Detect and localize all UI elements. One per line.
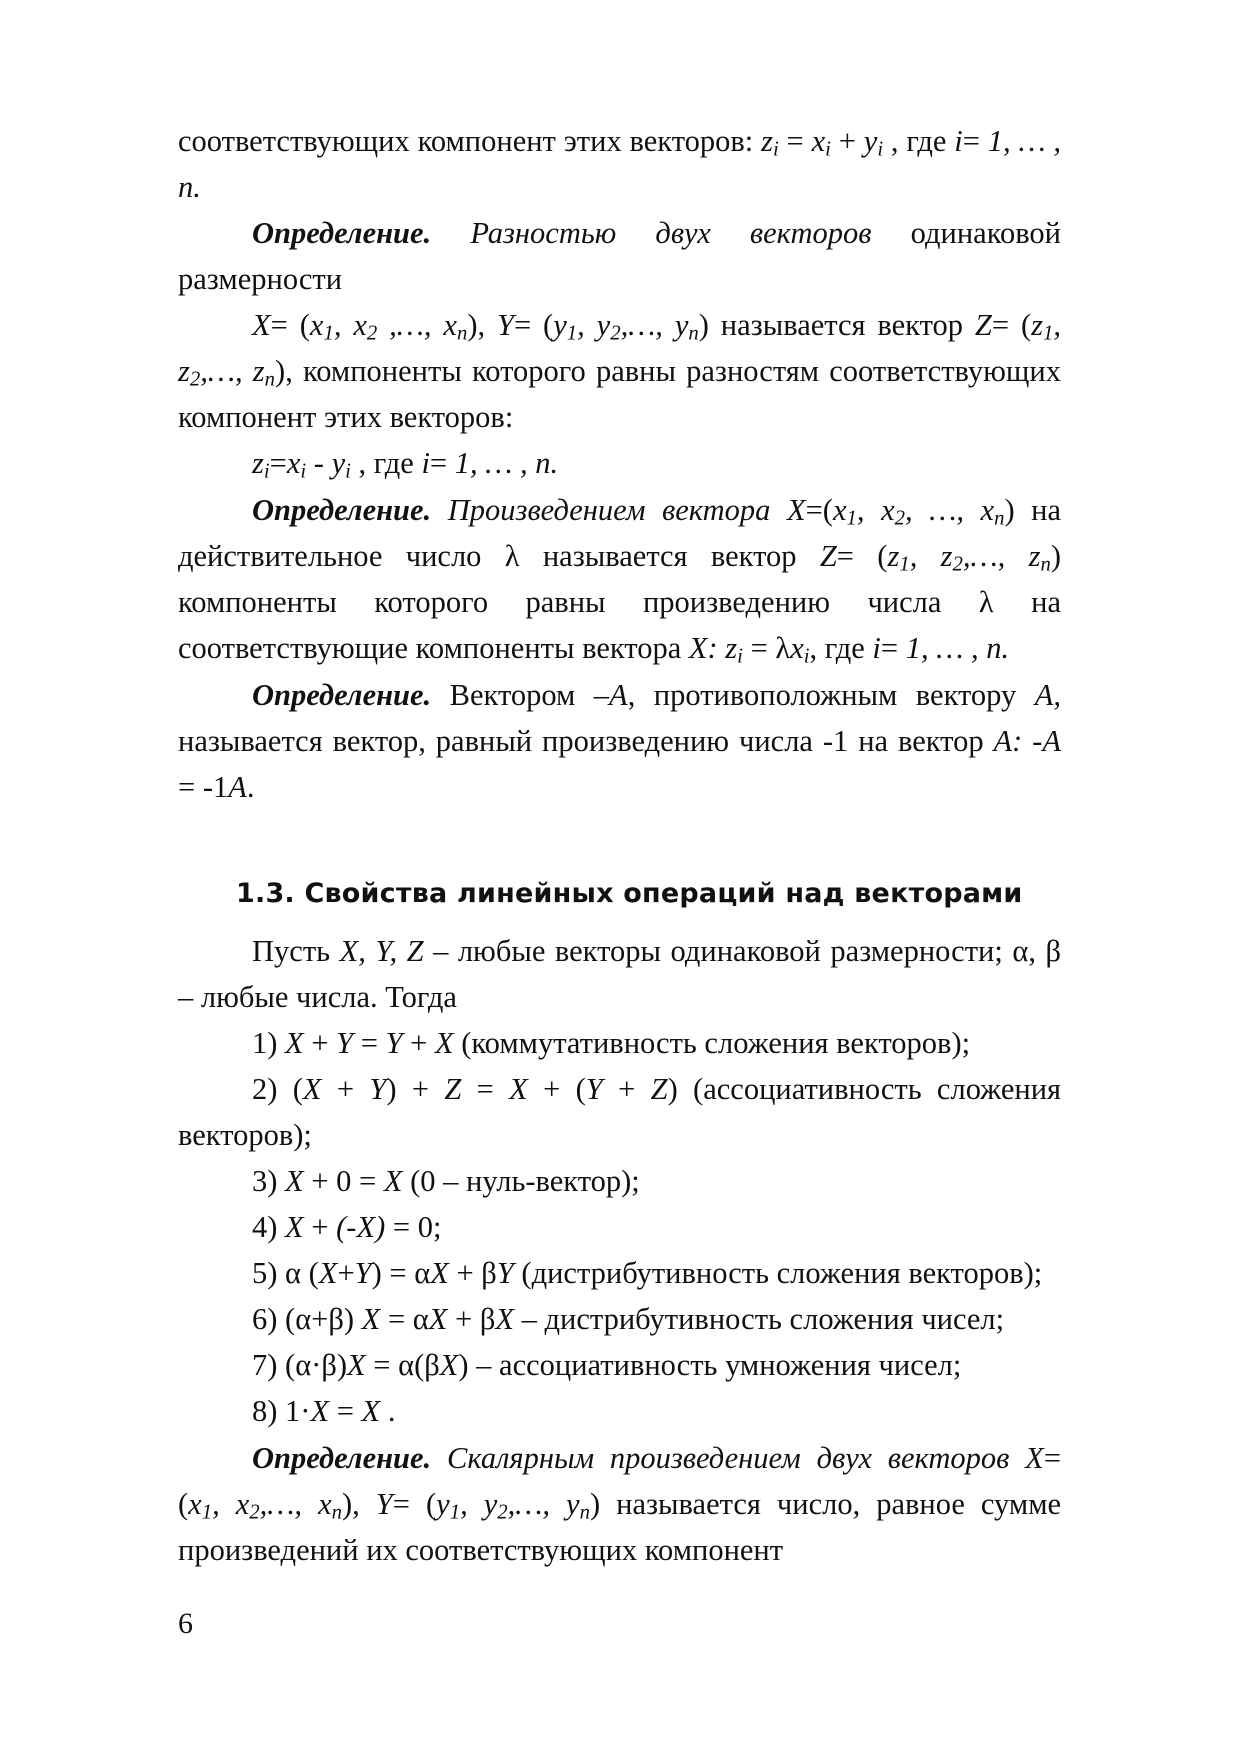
text-run: i [421,446,430,480]
text-run: ) называется число, равное сумме произведений их соответствующих компонент [178,1487,1062,1567]
text-run: X [495,1302,515,1336]
text-run: i [300,460,307,483]
subscript [497,1502,507,1524]
text-run: = α(β [365,1348,440,1382]
text-run: z [1028,539,1041,573]
text-run: + [321,1072,370,1106]
definition-label: Определение. [252,1441,432,1475]
text-run: Скалярным произведением двух векторов X [447,1441,1044,1475]
text-run: 2 [249,1501,260,1524]
text-run: ) = α [371,1256,431,1290]
text-run: Y [369,1072,387,1106]
text-run: i [737,645,743,668]
text-run: i [772,138,779,161]
text-run: A [609,678,628,712]
text-run: x [980,493,995,527]
text-run: Y [385,1026,403,1060]
text-run: i [803,645,810,668]
text-run: Z [650,1072,668,1106]
text-run: z [178,354,190,388]
text-run: . [380,1394,396,1428]
text-run: 2 [610,322,621,345]
text-run: = [461,1072,510,1106]
text-run: y [331,446,346,480]
text-run: Y [496,1256,514,1290]
text-run: + β [448,1256,497,1290]
text-run: Y [336,1026,354,1060]
subscript [265,369,275,391]
text-run: 1 [201,1501,213,1524]
text-run: Разностью двух векторов [470,216,872,250]
body-text-upper [178,118,1061,810]
text-run: X [428,1302,448,1336]
text-run: x [832,493,847,527]
text-run: n [456,322,468,345]
text-run: , [856,493,882,527]
text-run: y [863,124,878,158]
text-run: , …, [905,493,981,527]
text-run: Пусть [252,934,340,968]
text-run: Z [819,539,837,573]
text-run: y [436,1487,450,1521]
text-run: i [877,138,884,161]
text-run: x [790,631,804,665]
text-run: 1 [899,553,910,576]
paragraph-q2 [178,1020,1061,1066]
text-run: 1, … , n. [178,124,1062,204]
text-run: ,…, [962,539,1029,573]
text-run: Y [585,1072,603,1106]
text-run: - [306,446,332,480]
text-run: Y [354,1256,372,1290]
paragraph-q4 [178,1158,1061,1204]
paragraph-q3 [178,1066,1061,1158]
text-run: + β [447,1302,496,1336]
text-run: n [579,1501,590,1524]
subscript [202,1502,212,1524]
text-run: x [309,308,324,342]
text-run: , [1053,308,1062,342]
text-run: Произведением вектора X [447,493,806,527]
text-run: x [443,308,457,342]
subscript [610,323,620,345]
text-run: + 0 = [303,1164,384,1198]
text-run: n [688,322,699,345]
text-run: = ( [270,308,310,342]
subscript [450,1502,460,1524]
text-run: X [361,1302,381,1336]
text-run: X, Y, Z [339,934,424,968]
subscript [1040,554,1050,576]
subscript [847,508,857,530]
text-run: = [778,124,812,158]
paragraph-q1 [178,928,1061,1020]
text-run: 1 [566,322,578,345]
text-run: = -1 [178,770,229,804]
text-run: + [337,1256,355,1290]
text-run: z [887,539,900,573]
text-run: n [331,1501,342,1524]
text-run: ) на действительное число λ называется вектор [178,493,1062,573]
text-run: = [329,1394,362,1428]
text-run: x [353,308,367,342]
paragraph-q6 [178,1250,1061,1296]
text-run: ,…, [377,308,444,342]
text-run: (0 – нуль-вектор); [402,1164,640,1198]
text-run: + [602,1072,651,1106]
definition-label: Определение. [252,216,432,250]
text-run: X [285,1026,304,1060]
text-run: X [434,1026,454,1060]
text-run: ,…, [507,1487,567,1521]
subscript [567,323,577,345]
text-run: , [212,1487,236,1521]
text-run: + [303,1026,337,1060]
text-run: z [761,124,773,158]
text-run: = [269,446,287,480]
definition-label: Определение. [252,678,432,712]
paragraph-p1 [178,118,1061,210]
text-run: X [361,1394,381,1428]
subscript [688,323,698,345]
text-run: , где [883,124,955,158]
text-run: 1 [323,322,334,345]
text-run: ) + [386,1072,445,1106]
text-run: называется вектор, равный произведению числа -1 на вектор [178,724,994,758]
text-run: Y [496,308,514,342]
text-run: x [286,446,301,480]
text-run: n [1040,553,1051,576]
text-run: y [596,308,611,342]
paragraph-p3 [178,302,1061,440]
text-run: x [235,1487,250,1521]
text-run: i [872,631,881,665]
subscript [899,554,909,576]
text-run: , [460,1487,484,1521]
text-run: 8) 1· [252,1394,311,1428]
subscript [190,369,200,391]
text-run: X [509,1072,528,1106]
text-run: ,…, [620,308,675,342]
text-run: 2 [894,507,906,530]
paragraph-p4 [178,440,1061,486]
text-run [431,216,470,250]
text-run: x [811,124,826,158]
definition-label: Определение. [252,493,432,527]
text-run: 2 [497,1501,508,1524]
text-run: X: z [688,631,738,665]
text-run: A, [1034,678,1061,712]
text-run: одинаковой размерности [178,216,1061,296]
subscript [367,323,377,345]
text-run: = α [380,1302,429,1336]
text-run: ,…, [200,354,253,388]
text-run: X [252,308,271,342]
text-run: + ( [527,1072,586,1106]
subscript [895,508,905,530]
text-run: x [318,1487,332,1521]
text-run: y [566,1487,580,1521]
text-run: – любые векторы одинаковой размерности; α, β – любые числа. Тогда [178,934,1061,1014]
text-run: 2) ( [252,1072,303,1106]
section-heading: 1.3. Свойства линейных операций над векторами [236,878,1023,909]
text-run: = [880,631,906,665]
text-run: , [333,308,354,342]
text-run: 2 [952,553,963,576]
subscript [994,508,1004,530]
text-run: X [285,1164,304,1198]
text-run: = [962,124,988,158]
text-run: , [909,539,941,573]
text-run: X [430,1256,449,1290]
text-run: n [264,368,276,391]
text-run: 1) [252,1026,286,1060]
subscript [249,1502,259,1524]
text-run: Y [375,1487,393,1521]
text-run: z [940,539,953,573]
text-run: X [439,1348,459,1382]
text-run: , противоположным вектору [627,678,1035,712]
text-run: 6) (α+β) [252,1302,362,1336]
text-run: (-X) [336,1210,386,1244]
text-run: x [188,1487,202,1521]
text-run: z [1031,308,1044,342]
paragraph-p6 [178,672,1061,810]
text-run: , где [350,446,422,480]
text-run: = ( [836,539,888,573]
text-run: Вектором – [431,678,610,712]
text-run: , где [809,631,873,665]
text-run: =( [805,493,833,527]
paragraph-q7 [178,1296,1061,1342]
text-run: Z [444,1072,462,1106]
paragraph-q9 [178,1388,1061,1434]
text-run: + [303,1210,337,1244]
text-run: ), [341,1487,376,1521]
subscript [457,323,467,345]
text-run: i [954,124,963,158]
text-run: + [830,124,864,158]
text-run: i [825,138,831,161]
text-run: 2 [366,322,378,345]
text-run: X [310,1394,330,1428]
text-run: (дистрибутивность сложения векторов); [513,1256,1043,1290]
text-run: 3) [252,1164,286,1198]
text-run: = [429,446,455,480]
text-run: = λ [742,631,791,665]
text-run: = ( [178,1441,1062,1521]
paragraph-q5 [178,1204,1061,1250]
text-run: + [402,1026,435,1060]
text-run: A: -A [993,724,1062,758]
text-run: = 0; [385,1210,442,1244]
text-run: X [383,1164,403,1198]
text-run: 1, … , n. [454,446,559,480]
text-run: ) – ассоциативность умножения чисел; [458,1348,962,1382]
text-run: i [263,460,270,483]
subscript [323,323,333,345]
text-run: 1, … , n. [905,631,1010,665]
subscript [953,554,963,576]
text-run: z [252,354,265,388]
text-run: A [228,770,247,804]
text-run: Z [974,308,992,342]
text-run: X [347,1348,366,1382]
text-run: y [674,308,689,342]
text-run: x [881,493,895,527]
text-run: X [318,1256,338,1290]
text-run [431,1441,447,1475]
text-run: = [353,1026,386,1060]
text-run: ) компоненты которого равны произведению числа λ на соответствующие компоненты вектора [178,539,1061,665]
text-run: y [483,1487,498,1521]
subscript [1043,323,1053,345]
text-run: X [285,1210,304,1244]
text-run: ) (ассоциативность сложения векторов); [178,1072,1062,1152]
text-run: – дистрибутивность сложения чисел; [514,1302,1005,1336]
text-run: y [553,308,567,342]
text-run: i [345,460,351,483]
paragraph-p2 [178,210,1061,302]
text-run: . [246,770,255,804]
text-run: ), [467,308,497,342]
text-run: соответствующих компонент этих векторов: [178,124,762,158]
text-run: = ( [392,1487,437,1521]
text-run: 5) α ( [252,1256,319,1290]
subscript [332,1502,342,1524]
text-run: = ( [991,308,1032,342]
paragraph-q8 [178,1342,1061,1388]
text-run: 1 [846,507,857,530]
text-run: 1 [449,1501,461,1524]
text-run: = ( [513,308,554,342]
text-run: X [302,1072,322,1106]
text-run: ), компоненты которого равны разностям соответствующих компонент этих векторов: [178,354,1061,434]
text-run [431,493,448,527]
text-run: ,…, [259,1487,319,1521]
body-text-lower [178,928,1061,1573]
text-run: ) называется вектор [698,308,975,342]
text-run: 7) (α·β) [252,1348,347,1382]
text-run: 2 [189,368,201,391]
page-number: 6 [178,1607,193,1640]
text-run: 4) [252,1210,286,1244]
paragraph-q10 [178,1435,1061,1573]
text-run: , [577,308,597,342]
paragraph-p5 [178,487,1061,671]
subscript [580,1502,590,1524]
text-run: z [252,446,264,480]
text-run: (коммутативность сложения векторов); [453,1026,971,1060]
text-run: n [994,507,1005,530]
text-run: 1 [1043,322,1054,345]
